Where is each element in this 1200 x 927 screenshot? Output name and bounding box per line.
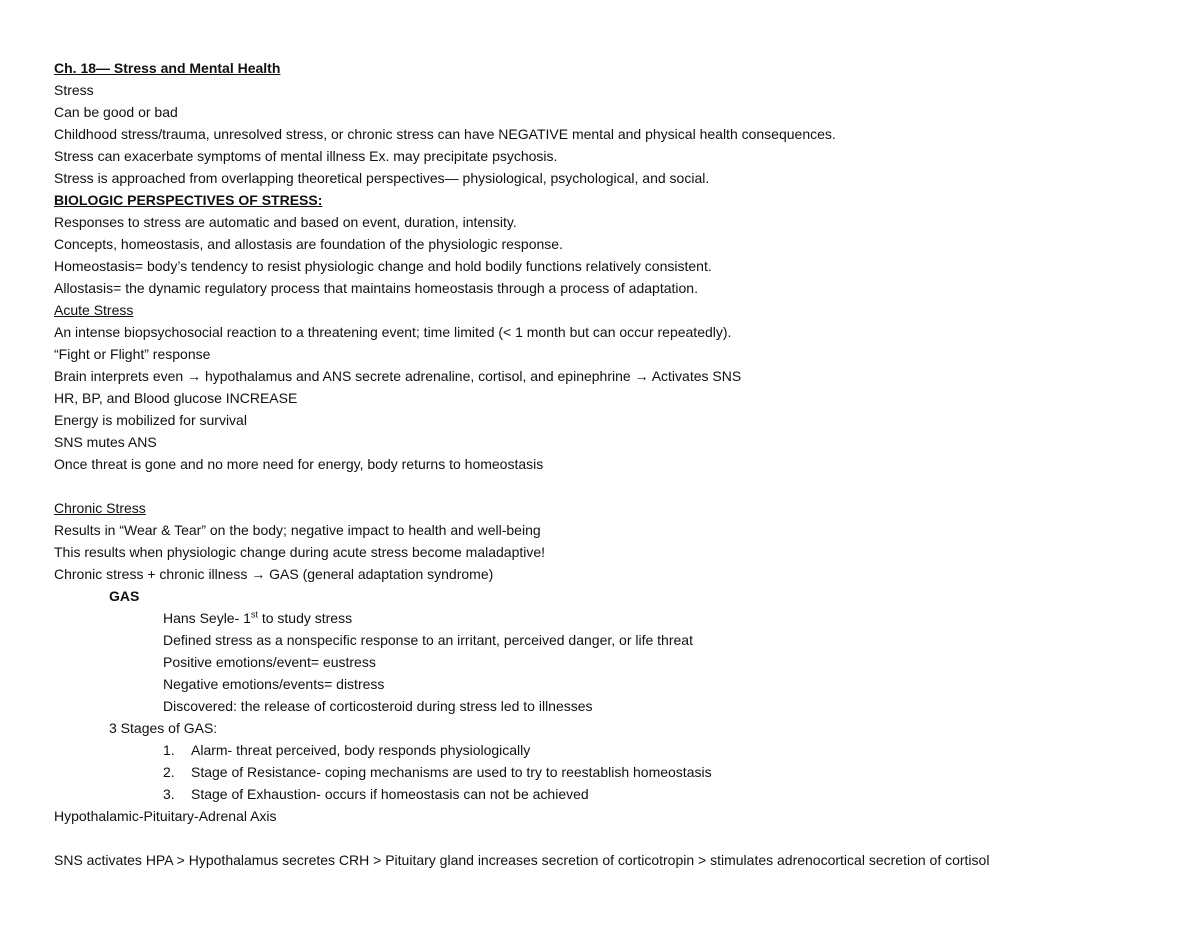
text-line: Homeostasis= body’s tendency to resist physiologic change and hold bodily functions relatively consistent. <box>54 258 712 274</box>
text-segment: Chronic stress + chronic illness <box>54 566 252 582</box>
text-line: Once threat is gone and no more need for energy, body returns to homeostasis <box>54 456 544 472</box>
text-line: Allostasis= the dynamic regulatory process that maintains homeostasis through a process of adaptation. <box>54 280 698 296</box>
text-line: Energy is mobilized for survival <box>54 412 247 428</box>
section-heading-chronic: Chronic Stress <box>54 500 146 516</box>
text-line-brain <box>54 365 1184 387</box>
list-number: 3. <box>163 786 175 802</box>
list-item-text: Alarm- threat perceived, body responds physiologically <box>191 742 531 758</box>
arrow-right-icon: → <box>251 566 266 582</box>
text-line: Can be good or bad <box>54 104 178 120</box>
text-line: Discovered: the release of corticosteroid during stress led to illnesses <box>163 698 593 714</box>
superscript: st <box>250 609 258 620</box>
list-item-text: Stage of Exhaustion- occurs if homeostasis can not be achieved <box>191 786 589 802</box>
text-segment: Activates SNS <box>648 368 742 384</box>
list-number: 1. <box>163 742 175 758</box>
subheading-stages: 3 Stages of GAS: <box>109 720 218 736</box>
arrow-right-icon: → <box>187 368 202 384</box>
section-heading-hpa: Hypothalamic-Pituitary-Adrenal Axis <box>54 808 277 824</box>
list-item <box>54 761 1184 783</box>
text-line: “Fight or Flight” response <box>54 346 211 362</box>
text-line: Positive emotions/event= eustress <box>163 654 376 670</box>
text-line-gas <box>54 563 1184 585</box>
section-heading-acute: Acute Stress <box>54 302 134 318</box>
text-segment: Brain interprets even <box>54 368 188 384</box>
text-line: Stress can exacerbate symptoms of mental illness Ex. may precipitate psychosis. <box>54 148 558 164</box>
text-line-seyle <box>54 607 1184 629</box>
blank-line <box>54 475 1184 497</box>
text-segment: to study stress <box>257 610 353 626</box>
list-item <box>54 739 1184 761</box>
text-line: Defined stress as a nonspecific response to an irritant, perceived danger, or life threat <box>163 632 693 648</box>
text-line: Responses to stress are automatic and based on event, duration, intensity. <box>54 214 517 230</box>
text-line: This results when physiologic change during acute stress become maladaptive! <box>54 544 546 560</box>
text-line: Stress <box>54 82 94 98</box>
text-line: Childhood stress/trauma, unresolved stress, or chronic stress can have NEGATIVE mental and physical health consequences. <box>54 126 836 142</box>
document-page <box>54 57 1184 871</box>
text-line: SNS activates HPA > Hypothalamus secretes CRH > Pituitary gland increases secretion of corticotropin > stimulates adrenocortical secretion of cortisol <box>54 852 990 868</box>
list-number: 2. <box>163 764 175 780</box>
section-heading-biologic: BIOLOGIC PERSPECTIVES OF STRESS: <box>54 192 323 208</box>
text-segment: GAS (general adaptation syndrome) <box>265 566 494 582</box>
text-line: An intense biopsychosocial reaction to a threatening event; time limited (< 1 month but can occur repeatedly). <box>54 324 732 340</box>
text-line: Stress is approached from overlapping theoretical perspectives— physiological, psychological, and social. <box>54 170 710 186</box>
subheading-gas: GAS <box>109 588 140 604</box>
text-line: Results in “Wear & Tear” on the body; negative impact to health and well-being <box>54 522 541 538</box>
text-line: Negative emotions/events= distress <box>163 676 385 692</box>
text-segment: hypothalamus and ANS secrete adrenaline, cortisol, and epinephrine <box>201 368 635 384</box>
arrow-right-icon: → <box>634 368 649 384</box>
blank-line <box>54 827 1184 849</box>
list-item-text: Stage of Resistance- coping mechanisms are used to try to reestablish homeostasis <box>191 764 712 780</box>
text-segment: Hans Seyle- 1 <box>163 610 251 626</box>
text-line: HR, BP, and Blood glucose INCREASE <box>54 390 298 406</box>
page-title: Ch. 18— Stress and Mental Health <box>54 60 281 76</box>
text-line: SNS mutes ANS <box>54 434 157 450</box>
text-line: Concepts, homeostasis, and allostasis are foundation of the physiologic response. <box>54 236 563 252</box>
list-item <box>54 783 1184 805</box>
